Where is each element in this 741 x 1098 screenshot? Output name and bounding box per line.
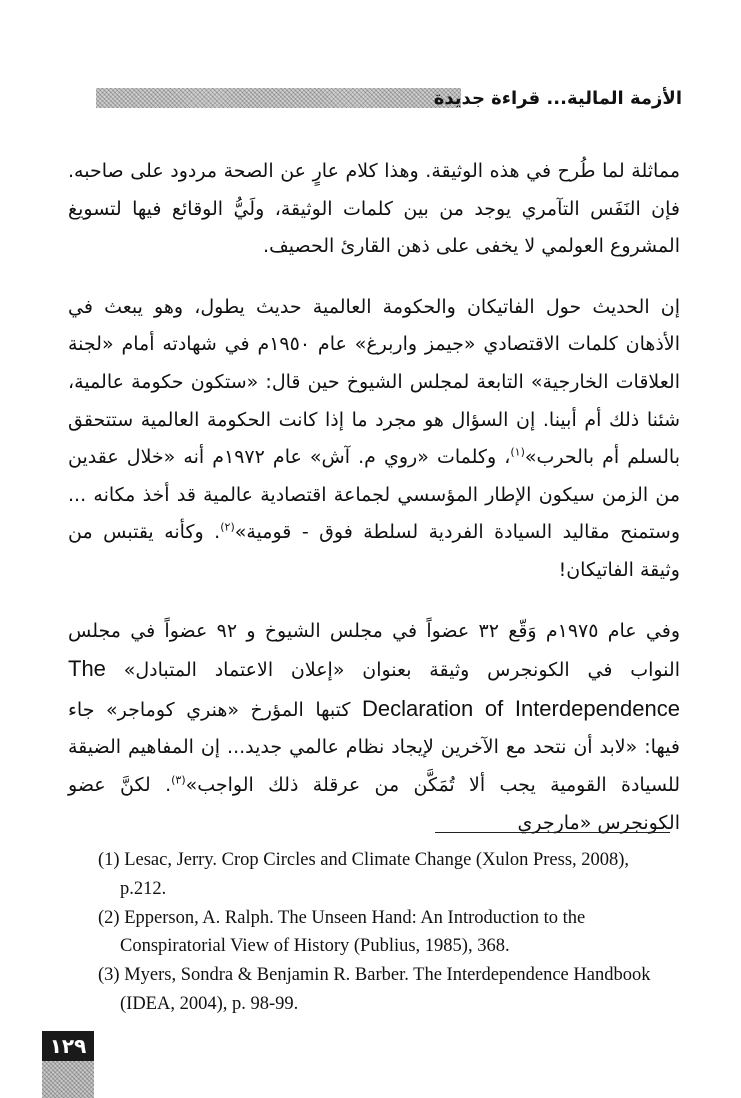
paragraph-2 (68, 289, 680, 590)
paragraph-1: مماثلة لما طُرح في هذه الوثيقة. وهذا كلام عارٍ عن الصحة مردود على صاحبه. فإن النَفَس التآمري يوجد من بين كلمات الوثيقة، ولَيُّ الوقائع فيها لتسويغ المشروع العولمي لا يخفى على ذهن القارئ الحصيف. (68, 160, 680, 258)
header-decorative-pattern (96, 88, 461, 108)
paragraph-3-text-c: . لكنَّ عضو الكونجرس «مارجري (68, 773, 680, 834)
paragraph-2-text-a: إن الحديث حول الفاتيكان والحكومة العالمية حديث يطول، وهو يبعث في الأذهان كلمات الاقتصادي «جيمز واربرغ» عام ١٩٥٠م في شهادته أمام «لجنة العلاقات الخارجية» التابعة لمجلس الشيوخ حين قال: «ستكون حكومة عالمية، شئنا ذلك أم أبينا. إن السؤال هو مجرد ما إذا كانت الحكومة العالمية ستتحقق بالسلم أم بالحرب» (68, 295, 681, 469)
page-number: ١٢٩ (42, 1031, 94, 1061)
paragraph-2-text-b: ، وكلمات «روي م. آش» عام ١٩٧٢م أنه «خلال عقدين من الزمن سيكون الإطار المؤسسي لجماعة اقتصادية عالمية قد أخذ مكانه ... وستمنح مقاليد السيادة الفردية لسلطة فوق - قومية» (68, 446, 680, 544)
footnote-ref-2: (٢) (220, 521, 235, 535)
footnote-separator (435, 832, 670, 833)
footnotes (98, 846, 678, 1019)
declaration-english-title: The Declaration of Interdependence (68, 656, 680, 721)
footnote-ref-3: (٣) (171, 773, 186, 787)
main-text (68, 153, 680, 842)
footnote-3: (3) Myers, Sondra & Benjamin R. Barber. The Interdependence Handbook (IDEA, 2004), p. 98-99. (98, 965, 651, 1014)
corner-decorative-pattern (42, 1061, 94, 1098)
footnote-ref-1: (١) (510, 445, 525, 459)
paragraph-3 (68, 613, 680, 843)
paragraph-3-text-b: كتبها المؤرخ «هنري كوماجر» جاء فيها: «لابد أن نتحد مع الآخرين لإيجاد نظام عالمي جديد... إن المفاهيم الضيقة للسيادة القومية يجب ألا تُمَكَّن من عرقلة ذلك الواجب» (68, 698, 680, 796)
book-title: الأزمة المالية... قراءة جديدة (433, 88, 682, 109)
running-header (96, 86, 682, 112)
paragraph-2-text-c: . وكأنه يقتبس من وثيقة الفاتيكان! (68, 521, 680, 581)
paragraph-3-text-a: وفي عام ١٩٧٥م وَقّع ٣٢ عضواً في مجلس الشيوخ و ٩٢ عضواً في مجلس النواب في الكونجرس وثيقة بعنوان «إعلان الاعتماد المتبادل» (68, 619, 681, 682)
footnote-2: (2) Epperson, A. Ralph. The Unseen Hand: An Introduction to the Conspiratorial View of History (Publius, 1985), 368. (98, 907, 586, 957)
footnote-1: (1) Lesac, Jerry. Crop Circles and Climate Change (Xulon Press, 2008), p.212. (98, 850, 630, 899)
